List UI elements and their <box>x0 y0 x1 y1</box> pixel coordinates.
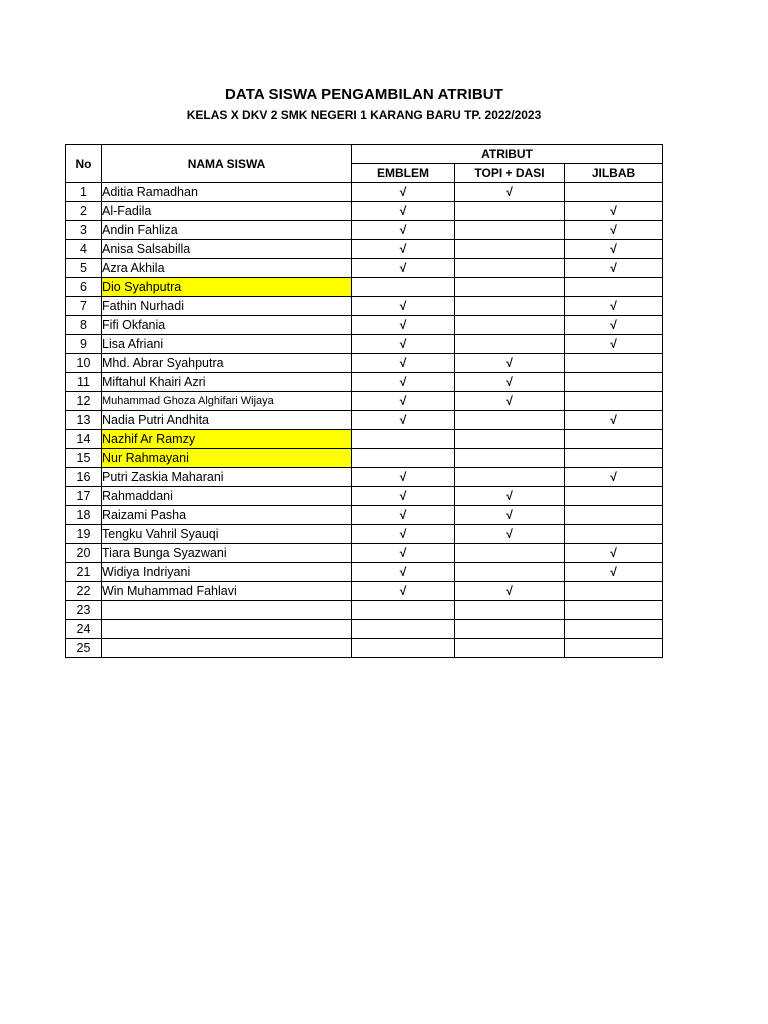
student-name-cell: Putri Zaskia Maharani <box>102 468 352 487</box>
table-row <box>66 525 663 544</box>
topi-dasi-check-cell: √ <box>455 392 565 411</box>
emblem-check-cell: √ <box>352 202 455 221</box>
emblem-check-cell: √ <box>352 525 455 544</box>
jilbab-check-cell <box>565 373 663 392</box>
jilbab-check-cell <box>565 639 663 658</box>
table-row <box>66 316 663 335</box>
topi-dasi-check-cell <box>455 297 565 316</box>
topi-dasi-check-cell <box>455 639 565 658</box>
student-name-cell: Mhd. Abrar Syahputra <box>102 354 352 373</box>
row-number-cell: 18 <box>66 506 102 525</box>
emblem-check-cell: √ <box>352 582 455 601</box>
topi-dasi-check-cell <box>455 449 565 468</box>
row-number-cell: 24 <box>66 620 102 639</box>
jilbab-check-cell: √ <box>565 563 663 582</box>
jilbab-check-cell <box>565 620 663 639</box>
student-name-cell: Fathin Nurhadi <box>102 297 352 316</box>
table-row <box>66 544 663 563</box>
student-name-cell: Lisa Afriani <box>102 335 352 354</box>
topi-dasi-check-cell: √ <box>455 582 565 601</box>
table-row <box>66 221 663 240</box>
table-row <box>66 620 663 639</box>
row-number-cell: 14 <box>66 430 102 449</box>
emblem-check-cell: √ <box>352 392 455 411</box>
table-row <box>66 468 663 487</box>
table-row <box>66 430 663 449</box>
table-row <box>66 392 663 411</box>
topi-dasi-check-cell <box>455 278 565 297</box>
topi-dasi-check-cell <box>455 240 565 259</box>
topi-dasi-check-cell: √ <box>455 373 565 392</box>
topi-dasi-check-cell <box>455 468 565 487</box>
row-number-cell: 17 <box>66 487 102 506</box>
emblem-check-cell: √ <box>352 487 455 506</box>
header-emblem: EMBLEM <box>352 164 455 183</box>
emblem-check-cell: √ <box>352 221 455 240</box>
table-row <box>66 601 663 620</box>
table-row <box>66 259 663 278</box>
emblem-check-cell: √ <box>352 468 455 487</box>
emblem-check-cell: √ <box>352 183 455 202</box>
topi-dasi-check-cell <box>455 563 565 582</box>
topi-dasi-check-cell <box>455 620 565 639</box>
header-topi-dasi: TOPI + DASI <box>455 164 565 183</box>
table-row <box>66 506 663 525</box>
header-name: NAMA SISWA <box>102 145 352 183</box>
table-row <box>66 639 663 658</box>
table-row <box>66 563 663 582</box>
topi-dasi-check-cell: √ <box>455 354 565 373</box>
row-number-cell: 23 <box>66 601 102 620</box>
student-name-cell: Miftahul Khairi Azri <box>102 373 352 392</box>
topi-dasi-check-cell <box>455 316 565 335</box>
page-title: DATA SISWA PENGAMBILAN ATRIBUT <box>225 86 503 103</box>
table-row <box>66 202 663 221</box>
student-attribute-table <box>65 144 663 658</box>
header-atribut: ATRIBUT <box>352 145 663 164</box>
row-number-cell: 19 <box>66 525 102 544</box>
table-row <box>66 183 663 202</box>
jilbab-check-cell: √ <box>565 544 663 563</box>
row-number-cell: 15 <box>66 449 102 468</box>
student-name-cell: Andin Fahliza <box>102 221 352 240</box>
student-name-cell: Tengku Vahril Syauqi <box>102 525 352 544</box>
student-name-cell <box>102 620 352 639</box>
jilbab-check-cell <box>565 392 663 411</box>
emblem-check-cell: √ <box>352 544 455 563</box>
jilbab-check-cell <box>565 278 663 297</box>
header-no: No <box>66 145 102 183</box>
header-jilbab: JILBAB <box>565 164 663 183</box>
jilbab-check-cell <box>565 601 663 620</box>
student-name-cell: Nadia Putri Andhita <box>102 411 352 430</box>
jilbab-check-cell <box>565 354 663 373</box>
student-name-cell: Rahmaddani <box>102 487 352 506</box>
row-number-cell: 6 <box>66 278 102 297</box>
row-number-cell: 9 <box>66 335 102 354</box>
jilbab-check-cell <box>565 525 663 544</box>
page-subtitle: KELAS X DKV 2 SMK NEGERI 1 KARANG BARU TP. 2022/2023 <box>186 108 542 122</box>
emblem-check-cell <box>352 449 455 468</box>
jilbab-check-cell <box>565 506 663 525</box>
row-number-cell: 16 <box>66 468 102 487</box>
emblem-check-cell <box>352 601 455 620</box>
topi-dasi-check-cell <box>455 335 565 354</box>
emblem-check-cell <box>352 430 455 449</box>
topi-dasi-check-cell: √ <box>455 506 565 525</box>
jilbab-check-cell <box>565 582 663 601</box>
jilbab-check-cell: √ <box>565 297 663 316</box>
table-row <box>66 449 663 468</box>
emblem-check-cell <box>352 278 455 297</box>
student-name-cell: Raizami Pasha <box>102 506 352 525</box>
emblem-check-cell: √ <box>352 411 455 430</box>
jilbab-check-cell: √ <box>565 335 663 354</box>
emblem-check-cell: √ <box>352 373 455 392</box>
topi-dasi-check-cell <box>455 259 565 278</box>
emblem-check-cell: √ <box>352 240 455 259</box>
table-body <box>66 183 663 658</box>
table-row <box>66 487 663 506</box>
topi-dasi-check-cell <box>455 411 565 430</box>
topi-dasi-check-cell <box>455 430 565 449</box>
jilbab-check-cell: √ <box>565 411 663 430</box>
student-name-cell: Win Muhammad Fahlavi <box>102 582 352 601</box>
row-number-cell: 20 <box>66 544 102 563</box>
row-number-cell: 12 <box>66 392 102 411</box>
student-name-cell: Dio Syahputra <box>102 278 352 297</box>
row-number-cell: 21 <box>66 563 102 582</box>
jilbab-check-cell: √ <box>565 202 663 221</box>
emblem-check-cell <box>352 620 455 639</box>
student-name-cell: Al-Fadila <box>102 202 352 221</box>
jilbab-check-cell <box>565 430 663 449</box>
jilbab-check-cell <box>565 183 663 202</box>
topi-dasi-check-cell <box>455 221 565 240</box>
row-number-cell: 3 <box>66 221 102 240</box>
row-number-cell: 11 <box>66 373 102 392</box>
student-name-cell <box>102 601 352 620</box>
topi-dasi-check-cell: √ <box>455 487 565 506</box>
table-row <box>66 373 663 392</box>
table-header <box>66 145 663 183</box>
jilbab-check-cell <box>565 487 663 506</box>
student-name-cell: Aditia Ramadhan <box>102 183 352 202</box>
table-row <box>66 335 663 354</box>
student-name-cell: Azra Akhila <box>102 259 352 278</box>
student-name-cell: Nazhif Ar Ramzy <box>102 430 352 449</box>
table-row <box>66 297 663 316</box>
table-row <box>66 354 663 373</box>
topi-dasi-check-cell <box>455 601 565 620</box>
jilbab-check-cell: √ <box>565 240 663 259</box>
row-number-cell: 2 <box>66 202 102 221</box>
row-number-cell: 25 <box>66 639 102 658</box>
row-number-cell: 13 <box>66 411 102 430</box>
student-name-cell <box>102 639 352 658</box>
row-number-cell: 10 <box>66 354 102 373</box>
row-number-cell: 5 <box>66 259 102 278</box>
jilbab-check-cell <box>565 449 663 468</box>
student-name-cell: Widiya Indriyani <box>102 563 352 582</box>
jilbab-check-cell: √ <box>565 221 663 240</box>
emblem-check-cell: √ <box>352 563 455 582</box>
jilbab-check-cell: √ <box>565 259 663 278</box>
student-name-cell: Fifi Okfania <box>102 316 352 335</box>
student-name-cell: Nur Rahmayani <box>102 449 352 468</box>
emblem-check-cell: √ <box>352 335 455 354</box>
table-row <box>66 582 663 601</box>
row-number-cell: 1 <box>66 183 102 202</box>
student-name-cell: Anisa Salsabilla <box>102 240 352 259</box>
emblem-check-cell: √ <box>352 297 455 316</box>
emblem-check-cell: √ <box>352 354 455 373</box>
topi-dasi-check-cell <box>455 544 565 563</box>
emblem-check-cell <box>352 639 455 658</box>
student-name-cell: Tiara Bunga Syazwani <box>102 544 352 563</box>
row-number-cell: 7 <box>66 297 102 316</box>
student-name-cell: Muhammad Ghoza Alghifari Wijaya <box>102 392 352 411</box>
jilbab-check-cell: √ <box>565 316 663 335</box>
topi-dasi-check-cell: √ <box>455 183 565 202</box>
emblem-check-cell: √ <box>352 506 455 525</box>
jilbab-check-cell: √ <box>565 468 663 487</box>
table-row <box>66 240 663 259</box>
emblem-check-cell: √ <box>352 316 455 335</box>
row-number-cell: 8 <box>66 316 102 335</box>
emblem-check-cell: √ <box>352 259 455 278</box>
row-number-cell: 4 <box>66 240 102 259</box>
topi-dasi-check-cell <box>455 202 565 221</box>
row-number-cell: 22 <box>66 582 102 601</box>
topi-dasi-check-cell: √ <box>455 525 565 544</box>
table-row <box>66 278 663 297</box>
table-row <box>66 411 663 430</box>
